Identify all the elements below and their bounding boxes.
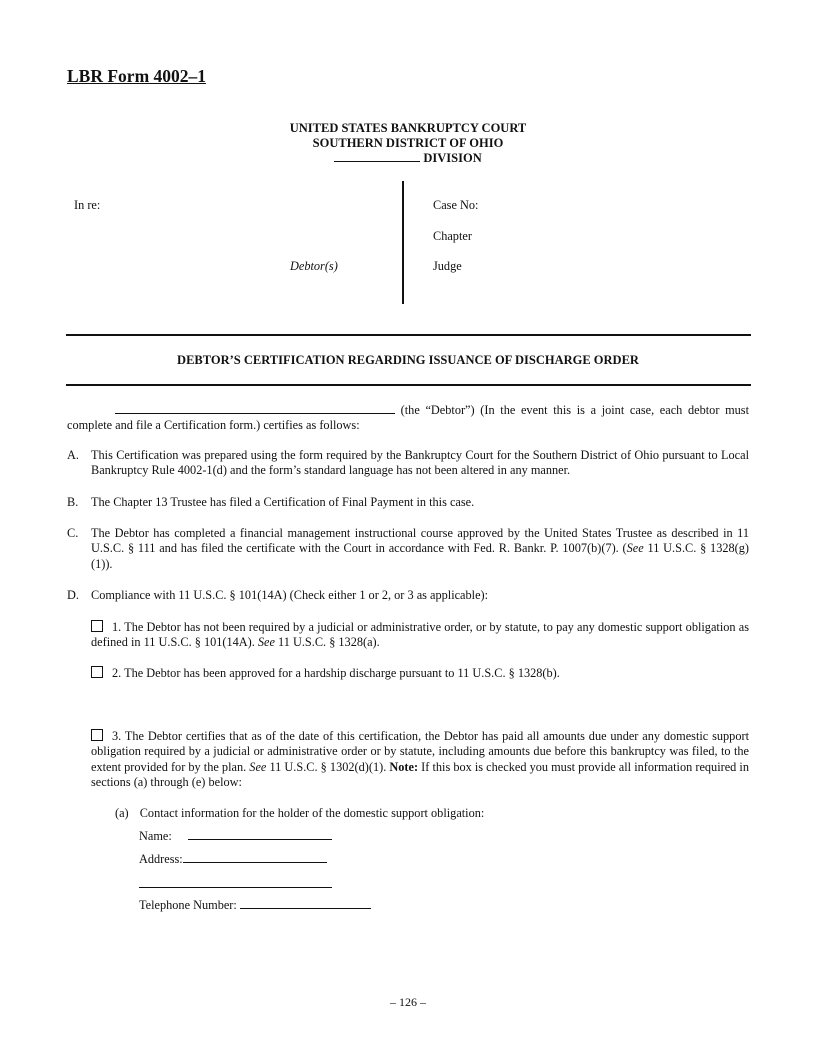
option-1: [91, 620, 749, 651]
chapter-label: Chapter: [433, 229, 472, 243]
name-label: Name:: [139, 829, 172, 843]
sub-section-a: [115, 806, 484, 821]
sub-a-label: (a): [115, 806, 129, 820]
item-b-letter: B.: [67, 495, 79, 509]
name-field-row: [139, 829, 332, 844]
option-3-checkbox[interactable]: [91, 729, 103, 741]
address-blank[interactable]: [183, 862, 327, 863]
item-d-text: Compliance with 11 U.S.C. § 101(14A) (Check either 1 or 2, or 3 as applicable):: [91, 588, 489, 602]
sub-a-text: Contact information for the holder of the domestic support obligation:: [139, 806, 485, 820]
option-3-see: See: [249, 759, 267, 774]
item-a: [67, 448, 749, 479]
option-3-text-c: If this box is checked you must provide all information required in sections (a) through (e) below:: [91, 759, 749, 789]
debtors-label: Debtor(s): [290, 259, 338, 273]
title-rule-top: [66, 334, 751, 336]
item-c-letter: C.: [67, 526, 79, 540]
item-a-letter: A.: [67, 448, 79, 462]
judge-label: Judge: [433, 259, 462, 273]
item-c-see: See: [626, 541, 644, 556]
telephone-field-row: [139, 898, 371, 913]
court-district: SOUTHERN DISTRICT OF OHIO: [312, 136, 504, 150]
option-3-text-a: 3. The Debtor certifies that as of the date of this certification, the Debtor has paid all amounts due under any domestic support obligation required by a judicial or administrative order or by statute, including amounts due before this bankruptcy was filed, to the extent provided for by the plan.: [91, 729, 749, 774]
division-label: DIVISION: [423, 151, 482, 165]
option-3-note: Note:: [389, 759, 419, 774]
option-1-checkbox[interactable]: [91, 620, 103, 632]
court-division-line: [0, 151, 816, 166]
option-2-text: 2. The Debtor has been approved for a hardship discharge pursuant to 11 U.S.C. § 1328(b).: [112, 666, 560, 680]
page-number: – 126 –: [390, 995, 426, 1009]
item-c-text: [91, 526, 749, 572]
division-blank[interactable]: [334, 161, 420, 162]
address-field-row: [139, 852, 327, 867]
caption-divider: [402, 181, 404, 304]
item-d: [67, 588, 749, 603]
item-b: [67, 495, 749, 510]
form-title: LBR Form 4002–1: [67, 66, 207, 86]
intro-paragraph: [67, 403, 749, 434]
item-a-text: This Certification was prepared using the form required by the Bankruptcy Court for the Southern District of Ohio pursuant to Local Bankruptcy Rule 4002-1(d) and the form’s standard language has not been altered in any manner.: [91, 448, 749, 478]
option-1-text-b: 11 U.S.C. § 1328(a).: [274, 635, 380, 650]
option-1-see: See: [257, 635, 275, 650]
name-blank[interactable]: [188, 839, 332, 840]
debtor-name-blank[interactable]: [115, 413, 395, 414]
address-line-2-row: [139, 876, 332, 892]
option-1-text-a: 1. The Debtor has not been required by a judicial or administrative order, or by statute, to pay any domestic support obligation as defined in 11 U.S.C. § 101(14A).: [91, 620, 749, 650]
document-title: DEBTOR’S CERTIFICATION REGARDING ISSUANCE OF DISCHARGE ORDER: [177, 353, 639, 367]
option-3-text-b: 11 U.S.C. § 1302(d)(1).: [266, 759, 390, 774]
option-2: [91, 666, 749, 681]
address-label: Address:: [139, 852, 183, 866]
option-2-checkbox[interactable]: [91, 666, 103, 678]
item-c-text-a: The Debtor has completed a financial management instructional course approved by the United States Trustee as described in 11 U.S.C. § 111 and has filed the certificate with the Court in accordance with Fed. R. Bankr. P. 1007(b)(7). (: [91, 526, 749, 556]
item-c-text-b: 11 U.S.C. § 1328(g)(1)).: [91, 541, 749, 571]
telephone-label: Telephone Number:: [139, 898, 237, 912]
item-c: [67, 526, 749, 572]
address-line-2-blank[interactable]: [139, 876, 332, 888]
item-b-text: The Chapter 13 Trustee has filed a Certification of Final Payment in this case.: [91, 495, 475, 509]
option-3: [91, 729, 749, 790]
title-rule-bottom: [66, 384, 751, 386]
in-re-label: In re:: [74, 198, 101, 212]
telephone-blank[interactable]: [240, 908, 371, 909]
item-d-letter: D.: [67, 588, 79, 602]
intro-text: (the “Debtor”) (In the event this is a joint case, each debtor must complete and file a Certification form.) certifies as follows:: [67, 403, 749, 433]
case-no-label: Case No:: [433, 198, 479, 212]
court-name: UNITED STATES BANKRUPTCY COURT: [289, 121, 527, 135]
